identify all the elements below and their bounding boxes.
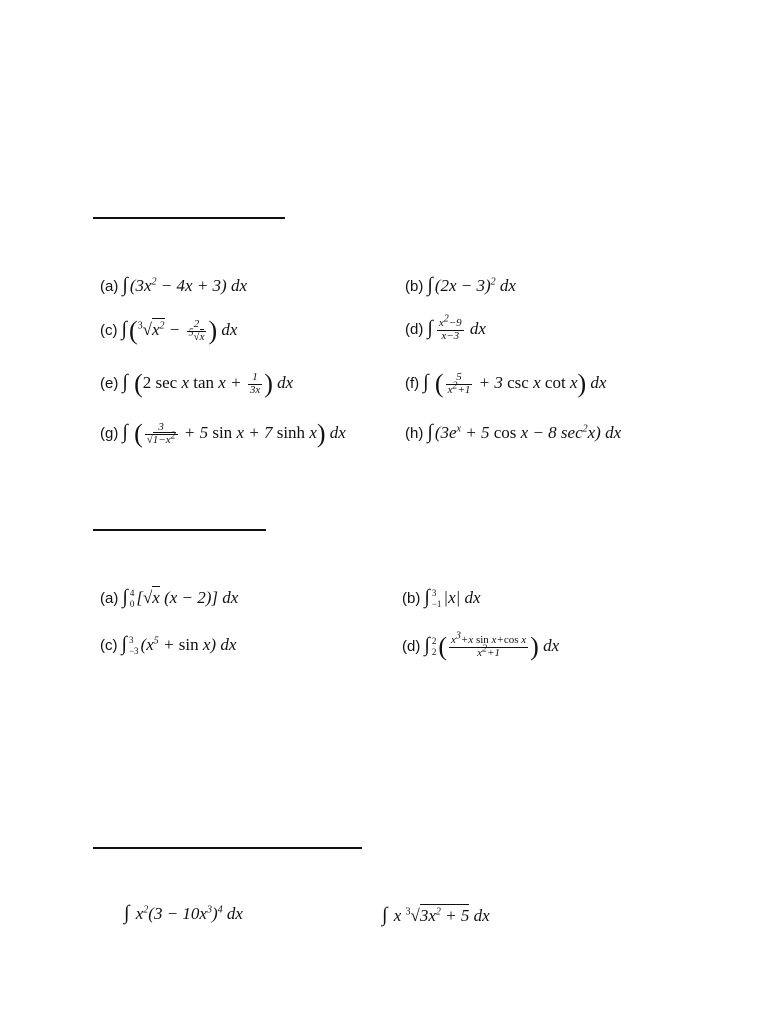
upper-limit: 2 bbox=[431, 635, 437, 646]
problem-2a: (a) ∫ 4 0 [√x (x − 2)] dx bbox=[100, 586, 239, 610]
problem-label: (b) bbox=[402, 590, 421, 607]
problem-label: (b) bbox=[405, 278, 424, 295]
problem-label: (g) bbox=[100, 424, 119, 442]
problem-1d: (d) ∫ $\frac{x^2-9}{x-3}$ dx bbox=[405, 313, 486, 342]
section-3-heading-line bbox=[93, 847, 362, 849]
problem-label: (e) bbox=[100, 374, 119, 392]
problem-label: (d) bbox=[405, 321, 424, 338]
problem-2b: (b) ∫ 3 −1 |x| dx bbox=[402, 586, 481, 610]
problem-3b: ∫ x $^3√3x^2 + 5$ dx bbox=[382, 904, 490, 926]
problem-label: (a) bbox=[100, 278, 119, 295]
lower-limit: 2 bbox=[431, 647, 437, 657]
problem-1c: (c) $\int(^3√x^2$ − $\frac{2}{^5√x}$ ) dx bbox=[100, 316, 238, 345]
integral-limits bbox=[432, 636, 437, 659]
problem-2c: (c) ∫ 3 −3 $(x^5 + \sin x)$ dx bbox=[100, 633, 237, 657]
integral-limits bbox=[130, 588, 135, 611]
integral-limits bbox=[129, 635, 139, 658]
problem-label: (d) bbox=[402, 637, 421, 655]
problem-label: (c) bbox=[100, 637, 118, 654]
problem-3a: ∫ $x^2(3 - 10x^3)^4$ dx bbox=[124, 902, 243, 924]
problem-1b: (b) ∫ $(2x - 3)^2$ dx bbox=[405, 274, 516, 296]
integral-limits bbox=[432, 588, 442, 611]
section-2-heading-line bbox=[93, 529, 266, 531]
problem-1h: (h) ∫ ($3e^x + 5$ cos x − 8 $\sec^2x$) dx bbox=[405, 421, 622, 443]
problem-label: (c) bbox=[100, 321, 118, 339]
problem-1g: (g) ∫ ( $\frac{3}{√1-x^2}$ + 5 sin x + 7 sinh x) dx bbox=[100, 419, 346, 448]
lower-limit: −1 bbox=[431, 599, 442, 610]
problem-label: (h) bbox=[405, 425, 424, 442]
problem-label: (a) bbox=[100, 590, 119, 607]
problem-1e: (e) ∫ (2 sec x tan x + $\frac{1}{3x}$ ) dx bbox=[100, 369, 294, 398]
problem-1a: (a) ∫ $(3x^2 - 4x + 3)$ dx bbox=[100, 274, 247, 296]
problem-label: (f) bbox=[405, 374, 420, 392]
lower-limit: −3 bbox=[128, 646, 139, 657]
lower-limit: 0 bbox=[129, 599, 135, 610]
upper-limit: 4 bbox=[129, 587, 135, 598]
problem-1f: (f) ∫ ( $\frac{5}{x^2+1}$ + 3 csc x cot x) dx bbox=[405, 369, 607, 398]
upper-limit: 3 bbox=[128, 634, 134, 645]
problem-2d: (d) ∫ 2 2 ( $\frac{x^3+x \sin x+\cos x}{x^2+1}$ ) dx bbox=[402, 630, 560, 661]
section-1-heading-line bbox=[93, 217, 285, 219]
upper-limit: 3 bbox=[431, 587, 437, 598]
